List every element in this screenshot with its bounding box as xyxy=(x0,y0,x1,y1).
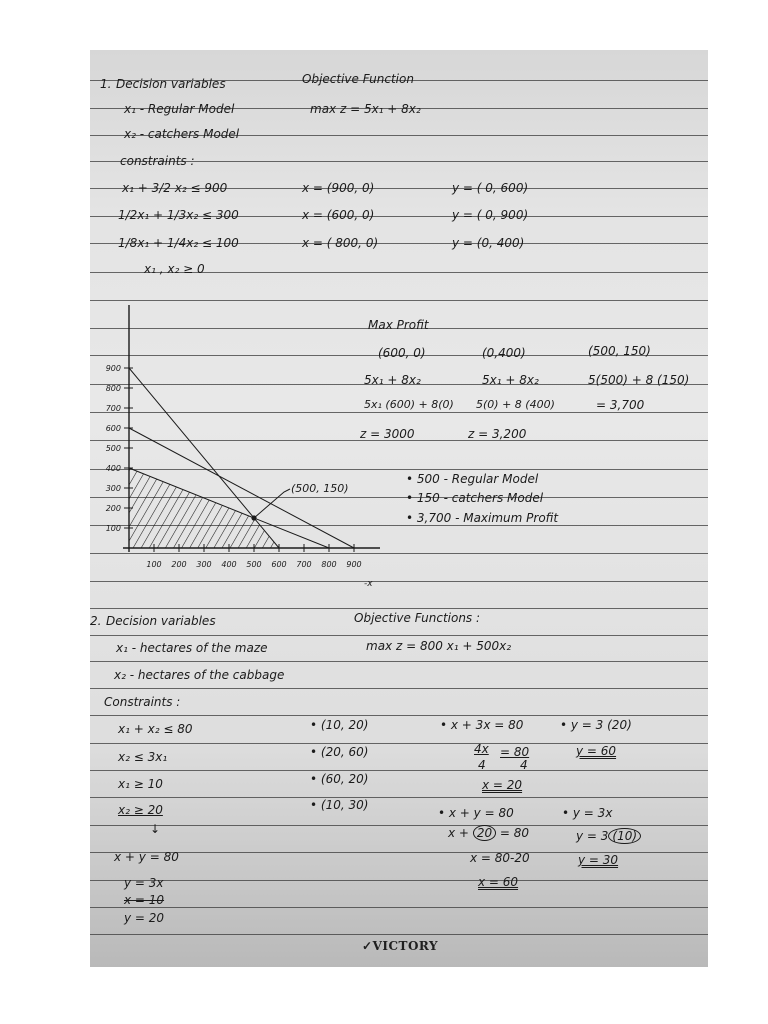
y-tick-label: 600 xyxy=(105,424,121,433)
p2-constraint: x₁ + x₂ ≤ 80 xyxy=(118,722,193,736)
p1-objective: max z = 5x₁ + 8x₂ xyxy=(310,102,421,116)
p2-system-eq: x = 10 xyxy=(124,893,165,907)
p2-system-eq: y = 3x xyxy=(124,876,164,890)
brand-logo: ✓VICTORY xyxy=(362,939,439,953)
p1-formula: 5x₁ + 8x₂ xyxy=(364,373,421,387)
y-tick-label: 700 xyxy=(105,404,121,413)
p1-number: 1. xyxy=(100,77,112,91)
p1-result: z = 3000 xyxy=(360,427,415,441)
x-tick-label: 400 xyxy=(221,560,237,569)
p2-solve-d-result: y = 30 xyxy=(578,853,619,867)
p2-solve-d-eq: • y = 3x xyxy=(562,806,613,820)
p2-arrow: ↓ xyxy=(150,822,161,836)
p1-substitution: 5x₁ (600) + 8(0) xyxy=(364,398,454,411)
p1-formula: 5x₁ + 8x₂ xyxy=(482,373,539,387)
y-tick-label: 800 xyxy=(105,384,121,393)
p2-var1: x₁ - hectares of the maze xyxy=(116,641,268,655)
p2-system-eq: y = 20 xyxy=(124,911,165,925)
p2-solve-a-frac-num: 4x xyxy=(474,742,489,756)
p2-point: • (60, 20) xyxy=(310,772,369,786)
y-tick-label: 100 xyxy=(105,524,121,533)
p2-heading-objective: Objective Functions : xyxy=(354,611,481,625)
p2-constraint: x₂ ≥ 20 xyxy=(118,803,163,817)
y-tick-label: 200 xyxy=(105,504,121,513)
p2-number: 2. xyxy=(90,614,102,628)
p1-y-intercept: y = ( 0, 900) xyxy=(452,208,529,222)
p2-solve-c-eq: • x + y = 80 xyxy=(438,806,514,820)
p1-substitution: = 3,700 xyxy=(596,398,645,412)
x-tick-label: 600 xyxy=(271,560,287,569)
y-tick-label: 900 xyxy=(105,364,121,373)
p2-solve-a-result: x = 20 xyxy=(482,778,523,792)
highlight-point-label: (500, 150) xyxy=(291,482,349,495)
x-tick-label: 300 xyxy=(196,560,212,569)
x-tick-label: 200 xyxy=(171,560,187,569)
p1-summary: 3,700 - Maximum Profit xyxy=(416,511,559,525)
p2-heading-variables: Decision variables xyxy=(106,614,216,628)
p1-constraint: x₁ + 3/2 x₂ ≤ 900 xyxy=(122,181,228,195)
notebook-page: 1. Decision variables Objective Function x₁ - Regular Model max z = 5x₁ + 8x₂ x₂ - catchers Model constraints : x₁ + 3/2 x₂ ≤ 900 x = (900, 0) y = ( 0, 600) 1/2x₁ + 1/3x₂ ≤ 300 x = (600, 0) y = ( 0, 900) 1/8x₁ + 1/4x₂ ≤ 100 x = ( 800, 0) y = (0, 400) x₁ , x₂ ≥ 0 Max Profit (600, 0) (0,400) (500, 150) 5x₁ + 8x₂ 5x₁ + 8x₂ 5(500) + 8 (150) 5x₁ (600) + 8(0) 5(0) + 8 (400) = 3,700 z = 3000 z = 3,200 • 500 - Regular Model • 150 - catchers Model • 3,700 - Maximum Profit 100 200 300 400 500 600 700 800 900 100 200 300 400 500 600 700 800 900 (500, 150) -x 2. Decision variables Objective Functions : x₁ - hectares of the maze max z = 800 x₁ + 500x₂ x₂ - hectares of the cabbage Constraints : x₁ + x₂ ≤ 80 x₂ ≤ 3x₁ x₁ ≥ 10 x₂ ≥ 20 ↓ • (10, 20) • (20, 60) • (60, 20) • (10, 30) x + y = 80 y = 3x x = 10 y = 20 • x + 3x = 80 4x = 80 4 4 x = 20 • y = 3 (20) y = 60 • x + y = 80 x + 20 = 80 x = 80-20 x = 60 • y = 3x y = 3 (10) y = 30 ✓VICTORY xyxy=(90,50,708,967)
p1-heading-variables: Decision variables xyxy=(116,77,226,91)
p1-substitution: 5(0) + 8 (400) xyxy=(476,398,555,411)
graph-bottom-mark: -x xyxy=(364,579,373,589)
p1-point: (0,400) xyxy=(482,346,526,360)
p2-solve-c-result: x = 60 xyxy=(478,875,519,889)
p2-constraint: x₂ ≤ 3x₁ xyxy=(118,750,168,764)
y-tick-label: 300 xyxy=(105,484,121,493)
p2-system-eq: x + y = 80 xyxy=(114,850,179,864)
p2-point: • (10, 30) xyxy=(310,798,369,812)
p1-constraint: 1/8x₁ + 1/4x₂ ≤ 100 xyxy=(118,236,239,250)
p1-var2: x₂ - catchers Model xyxy=(124,127,240,141)
x-tick-label: 100 xyxy=(146,560,162,569)
p2-solve-c-sub: = 80 xyxy=(499,826,530,840)
p1-x-intercept: x = (900, 0) xyxy=(302,181,375,195)
p1-x-intercept: x = (600, 0) xyxy=(302,208,375,222)
p1-y-intercept: y = ( 0, 600) xyxy=(452,181,529,195)
p1-summary: 150 - catchers Model xyxy=(416,491,544,505)
p2-solve-c-sub: x + xyxy=(448,826,469,840)
p1-nonneg: x₁ , x₂ ≥ 0 xyxy=(144,262,205,276)
brand-name: VICTORY xyxy=(372,939,439,953)
p2-solve-a-frac-den: 4 xyxy=(478,758,486,772)
p2-solve-d-circled: (10) xyxy=(608,828,641,844)
p2-solve-a-frac-den: 4 xyxy=(520,758,528,772)
y-tick-label: 400 xyxy=(105,464,121,473)
x-tick-label: 700 xyxy=(296,560,312,569)
p1-max-profit-title: Max Profit xyxy=(368,318,429,332)
p1-formula: 5(500) + 8 (150) xyxy=(588,373,690,387)
p2-constraint: x₁ ≥ 10 xyxy=(118,777,163,791)
x-tick-label: 800 xyxy=(321,560,337,569)
p2-solve-a-eq: • x + 3x = 80 xyxy=(440,718,524,732)
p2-var2: x₂ - hectares of the cabbage xyxy=(114,668,285,682)
p2-solve-a-frac-eq: = 80 xyxy=(500,745,530,759)
p2-objective: max z = 800 x₁ + 500x₂ xyxy=(366,639,512,653)
y-tick-label: 500 xyxy=(105,444,121,453)
p1-constraint: 1/2x₁ + 1/3x₂ ≤ 300 xyxy=(118,208,239,222)
p1-y-intercept: y = (0, 400) xyxy=(452,236,525,250)
lp-graph xyxy=(90,300,390,590)
p1-x-intercept: x = ( 800, 0) xyxy=(302,236,379,250)
x-tick-label: 500 xyxy=(246,560,262,569)
p1-var1: x₁ - Regular Model xyxy=(124,102,235,116)
p2-point: • (10, 20) xyxy=(310,718,369,732)
p2-solve-c-step: x = 80-20 xyxy=(470,851,530,865)
p1-heading-objective: Objective Function xyxy=(302,72,414,86)
x-tick-label: 900 xyxy=(346,560,362,569)
p1-summary: 500 - Regular Model xyxy=(416,472,539,486)
p2-solve-b-eq: • y = 3 (20) xyxy=(560,718,632,732)
p1-constraints-label: constraints : xyxy=(120,154,195,168)
p2-solve-c-circled: 20 xyxy=(473,825,496,841)
p1-point: (600, 0) xyxy=(378,346,426,360)
p2-solve-b-result: y = 60 xyxy=(576,744,617,758)
p2-point: • (20, 60) xyxy=(310,745,369,759)
feasible-region xyxy=(129,468,279,548)
p2-solve-d-sub: y = 3 xyxy=(576,829,609,843)
p1-result: z = 3,200 xyxy=(468,427,527,441)
p2-constraints-label: Constraints : xyxy=(104,695,181,709)
highlight-point-arrow xyxy=(254,489,290,518)
p1-point: (500, 150) xyxy=(588,344,651,358)
